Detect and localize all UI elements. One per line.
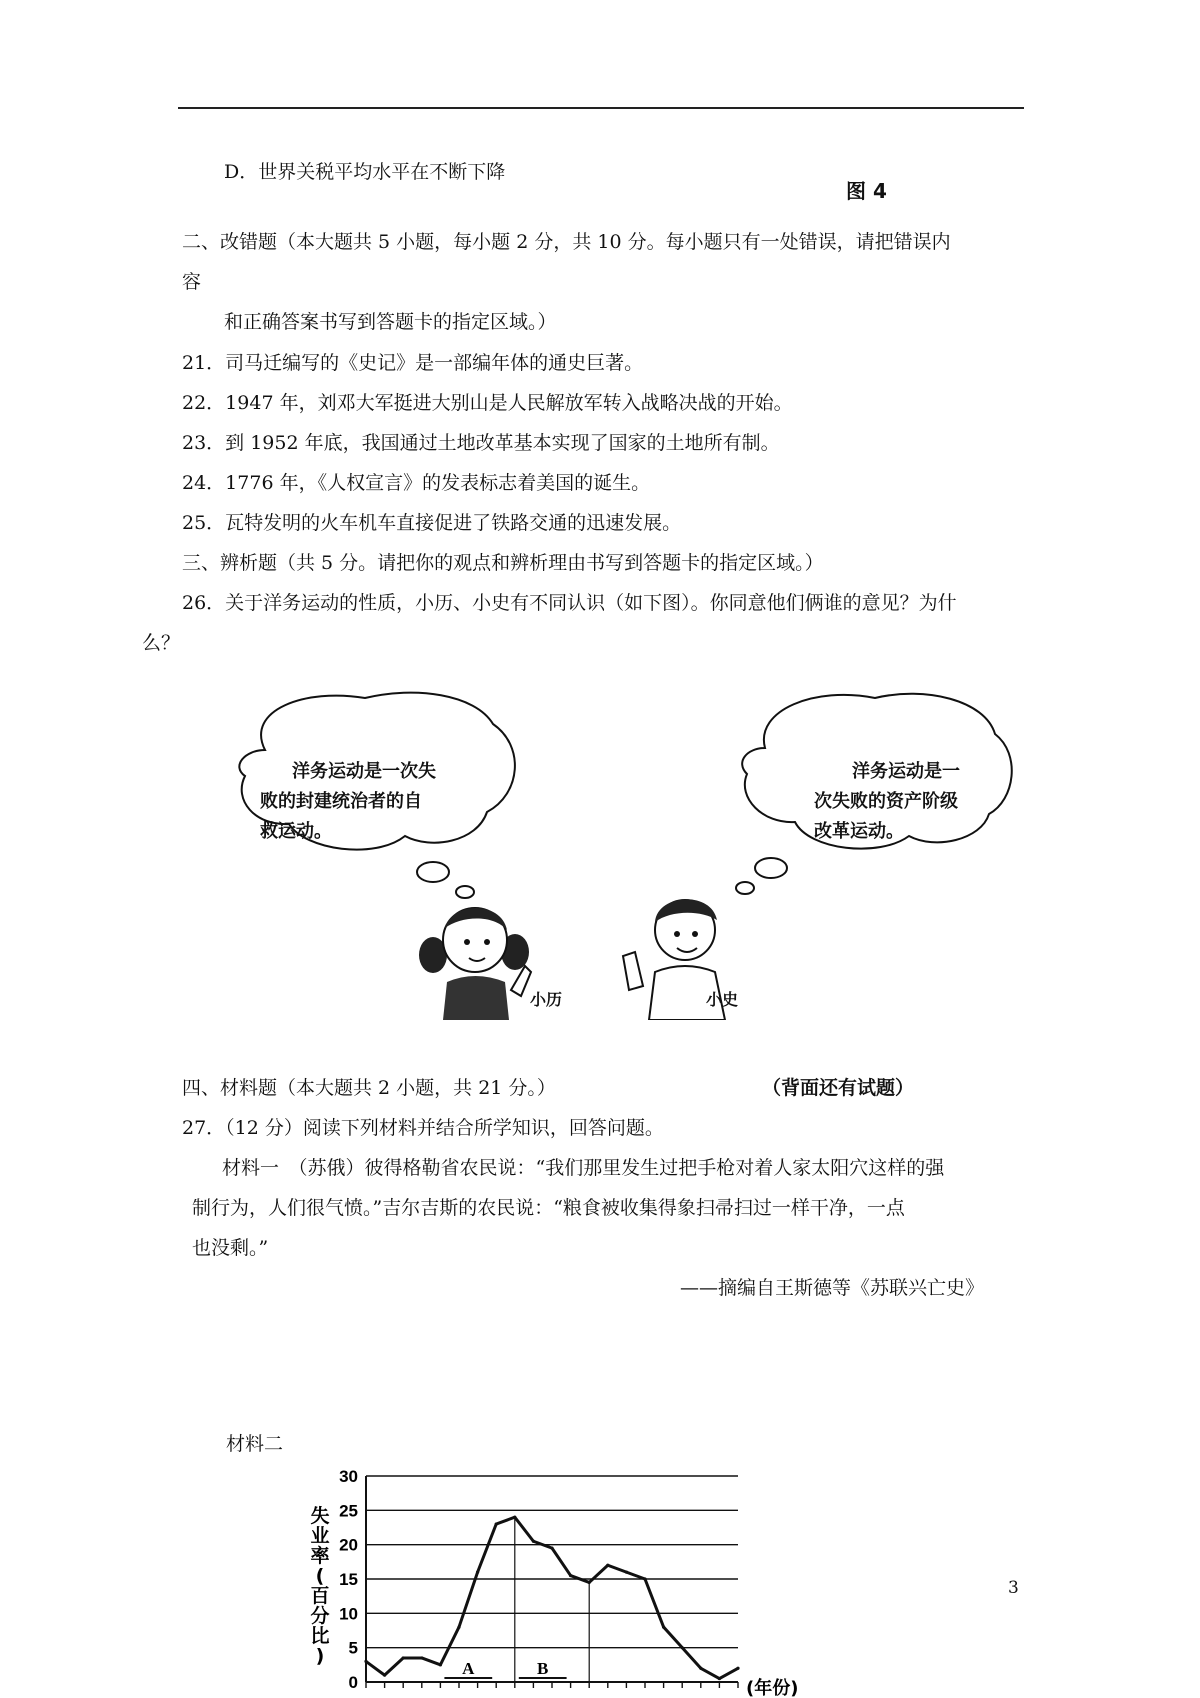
left-bubble-line2: 败的封建统治者的自 [260, 791, 422, 812]
y-tick-label: 15 [339, 1570, 358, 1589]
back-page-note: （背面还有试题） [762, 1077, 915, 1099]
annotation-label: B [537, 1659, 549, 1678]
header-rule [178, 107, 1024, 109]
section2-title-wrap: 容 [182, 271, 202, 293]
question-21: 21．司马迁编写的《史记》是一部编年体的通史巨著。 [182, 352, 644, 374]
data-point [718, 1677, 721, 1680]
section2-title: 二、改错题（本大题共 5 小题，每小题 2 分，共 10 分。每小题只有一处错误，请把错误内 [182, 231, 951, 253]
left-thought-dot [417, 862, 449, 882]
section4-title: 四、材料题（本大题共 2 小题，共 21 分。） [182, 1077, 556, 1099]
y-axis-label-char: 比 [310, 1625, 330, 1647]
right-thought-dot [755, 858, 787, 878]
series-line [366, 1517, 738, 1678]
section2-instruction: 和正确答案书写到答题卡的指定区域。） [224, 311, 557, 333]
data-point [495, 1522, 498, 1525]
data-point [476, 1571, 479, 1574]
data-point [625, 1571, 628, 1574]
data-point [662, 1625, 665, 1628]
y-axis-label-char: 百 [310, 1585, 330, 1607]
data-point [420, 1656, 423, 1659]
y-tick-label: 5 [348, 1638, 358, 1658]
page-number: 3 [1008, 1578, 1019, 1598]
material1-line2: 制行为，人们很气愤。”吉尔吉斯的农民说：“粮食被收集得象扫帚扫过一样干净，一点 [192, 1197, 905, 1219]
left-name-label: 小历 [530, 990, 563, 1009]
y-axis-label-char: 率 [310, 1545, 330, 1567]
data-point [532, 1540, 535, 1543]
data-point [364, 1660, 367, 1663]
data-point [383, 1674, 386, 1677]
y-tick-label: 25 [339, 1501, 358, 1521]
data-point [606, 1564, 609, 1567]
material2-label: 材料二 [226, 1433, 284, 1455]
option-d: D．世界关税平均水平在不断下降 [224, 161, 506, 183]
right-bubble-line2: 次失败的资产阶级 [814, 791, 958, 812]
y-axis-label-char: 业 [310, 1525, 330, 1547]
y-tick-label: 30 [339, 1470, 358, 1486]
question-23: 23．到 1952 年底，我国通过土地改革基本实现了国家的土地所有制。 [182, 432, 780, 454]
data-point [569, 1574, 572, 1577]
material1-line3: 也没剩。” [192, 1237, 269, 1259]
data-point [699, 1667, 702, 1670]
question-24: 24．1776 年，《人权宣言》的发表标志着美国的诞生。 [182, 472, 651, 494]
question-27: 27．（12 分）阅读下列材料并结合所学知识，回答问题。 [182, 1117, 664, 1139]
left-bubble-line3: 救运动。 [260, 821, 332, 842]
data-point [402, 1656, 405, 1659]
x-axis-label: (年份) [746, 1678, 799, 1698]
data-point [513, 1516, 516, 1519]
question-26-line2: 么？ [142, 632, 181, 654]
y-tick-label: 20 [339, 1535, 358, 1555]
section3-title: 三、辨析题（共 5 分。请把你的观点和辨析理由书写到答题卡的指定区域。） [182, 552, 824, 574]
cartoon-illustration [225, 690, 1015, 1020]
question-26-line1: 26．关于洋务运动的性质，小历、小史有不同认识（如下图）。你同意他们俩谁的意见？为什 [182, 592, 957, 614]
y-tick-label: 0 [348, 1673, 358, 1692]
figure-label: 图 4 [846, 179, 887, 203]
girl-figure [419, 908, 531, 1020]
y-axis-label-char: ( [315, 1565, 325, 1587]
y-axis-label-char: 分 [310, 1605, 330, 1627]
right-bubble-line3: 改革运动。 [814, 821, 904, 842]
data-point [736, 1667, 739, 1670]
annotation-label: A [462, 1659, 475, 1678]
data-point [681, 1646, 684, 1649]
left-thought-dot [456, 886, 474, 898]
question-25: 25．瓦特发明的火车机车直接促进了铁路交通的迅速发展。 [182, 512, 682, 534]
question-22: 22．1947 年，刘邓大军挺进大别山是人民解放军转入战略决战的开始。 [182, 392, 793, 414]
data-point [643, 1577, 646, 1580]
y-axis-label-char: ) [315, 1645, 325, 1667]
data-point [588, 1581, 591, 1584]
right-name-label: 小史 [706, 990, 739, 1009]
data-point [457, 1625, 460, 1628]
left-bubble-line1: 洋务运动是一次失 [292, 761, 436, 782]
material1-line1: 材料一 （苏俄）彼得格勒省农民说：“我们那里发生过把手枪对着人家太阳穴这样的强 [222, 1157, 945, 1179]
y-tick-label: 10 [339, 1604, 358, 1624]
data-point [439, 1663, 442, 1666]
right-bubble-line1: 洋务运动是一 [852, 761, 960, 782]
y-axis-label-char: 失 [310, 1505, 330, 1527]
material1-source: ——摘编自王斯德等《苏联兴亡史》 [680, 1277, 985, 1299]
unemployment-chart [300, 1470, 820, 1698]
data-point [550, 1547, 553, 1550]
right-thought-dot [736, 882, 754, 894]
